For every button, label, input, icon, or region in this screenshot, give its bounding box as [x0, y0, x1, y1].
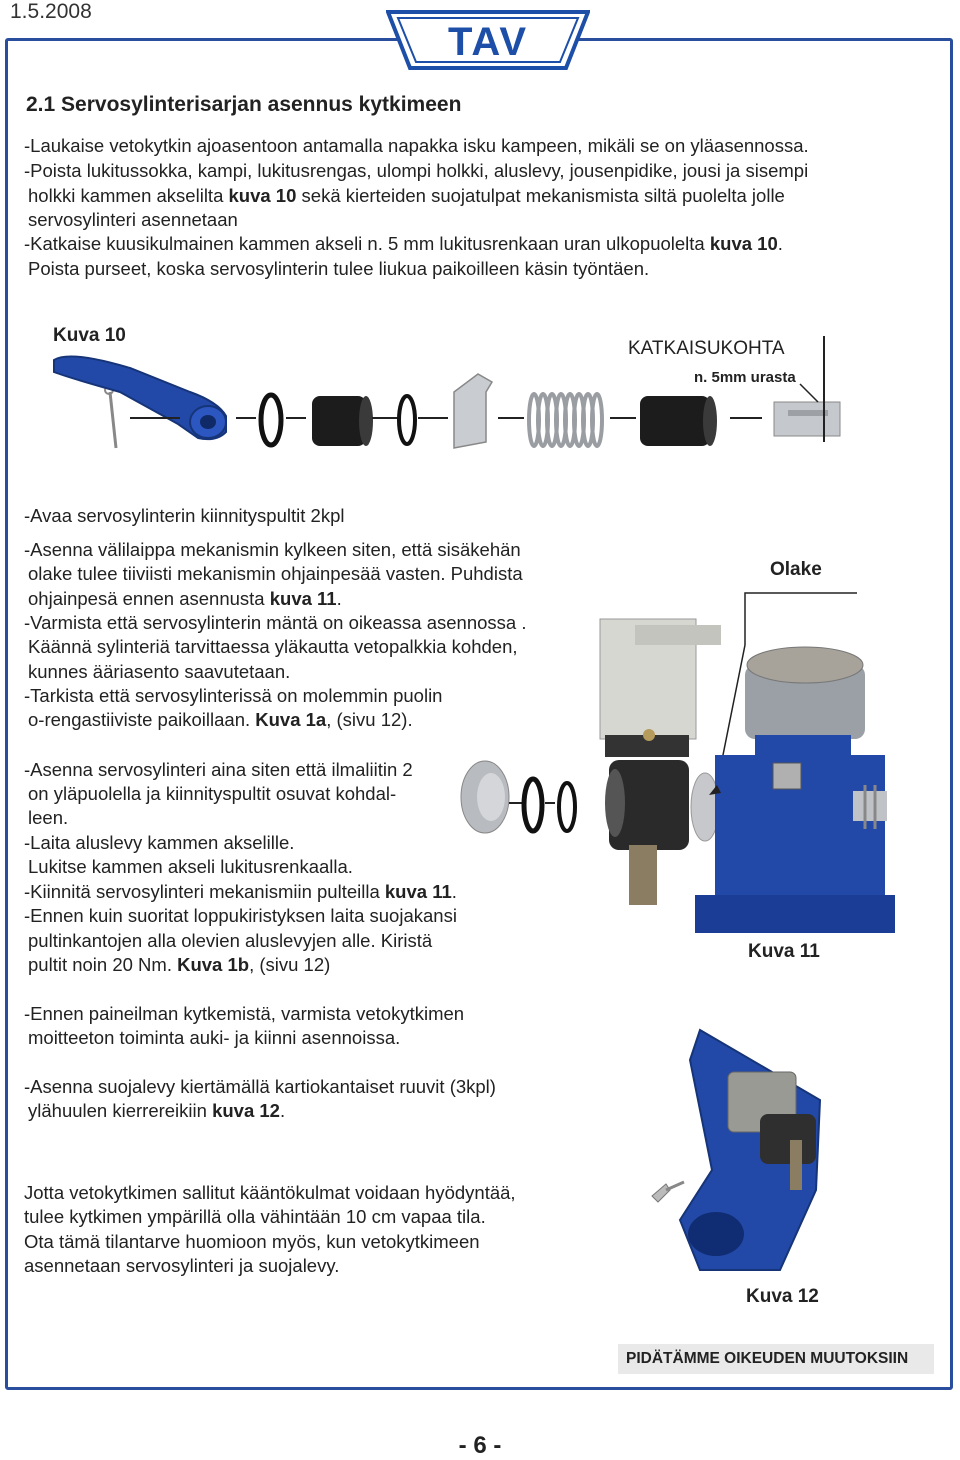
logo-text: TAV	[447, 20, 529, 64]
fig11-servo-assembly	[455, 585, 895, 935]
step-piston-3: kunnes ääriasento saavutetaan.	[28, 661, 291, 682]
step-tighten-3: pultit noin 20 Nm. Kuva 1b, (sivu 12)	[28, 954, 331, 975]
step-flange-1: -Asenna välilaippa mekanismin kylkeen siten, että sisäkehän	[24, 539, 521, 560]
step-oring-1: -Tarkista että servosylinterissä on molemmin puolin	[24, 685, 443, 706]
fig10-caption: Kuva 10	[53, 325, 126, 346]
servo-cylinder-icon	[600, 619, 721, 905]
coupling-mechanism-icon	[695, 647, 895, 933]
step-lock: Lukitse kammen akseli lukitusrenkaalla.	[28, 856, 353, 877]
spring-holder-icon	[454, 374, 492, 448]
flange-icon	[691, 773, 719, 841]
end-cap-icon	[461, 761, 509, 833]
step-flange-2: olake tulee tiiviisti mekanismin ohjainpesää vasten. Puhdista	[28, 563, 523, 584]
step-check-1: -Ennen paineilman kytkemistä, varmista vetokytkimen	[24, 1003, 465, 1024]
intro-line-2: -Poista lukitussokka, kampi, lukitusrengas, ulompi holkki, aluslevy, jousenpidike, jousi ja sisempi	[24, 160, 809, 181]
step-piston-2: Käännä sylinteriä tarvittaessa yläkautta vetopalkkia kohden,	[28, 636, 518, 657]
step-tighten-2: pultinkantojen alla olevien aluslevyjen alle. Kiristä	[28, 930, 433, 951]
spring-icon	[529, 394, 602, 446]
crank-handle-icon	[54, 356, 226, 439]
note-line-1: Jotta vetokytkimen sallitut kääntökulmat voidaan hyödyntää,	[24, 1182, 516, 1203]
seal-ring-icon	[559, 783, 575, 831]
step-mount-1: -Asenna servosylinteri aina siten että ilmaliitin 2	[24, 759, 413, 780]
note-line-4: asennetaan servosylinteri ja suojalevy.	[24, 1255, 340, 1276]
intro-line-6: Poista purseet, koska servosylinterin tulee liukua paikoilleen käsin työntäen.	[28, 258, 650, 279]
rights-notice: PIDÄTÄMME OIKEUDEN MUUTOKSIIN	[626, 1350, 909, 1367]
step-tighten-1: -Ennen kuin suoritat loppukiristyksen laita suojakansi	[24, 905, 457, 926]
oring-icon	[524, 779, 542, 831]
document-date: 1.5.2008	[10, 0, 92, 23]
step-attach: -Kiinnitä servosylinteri mekanismiin pulteilla kuva 11.	[24, 881, 457, 902]
intro-line-4: servosylinteri asennetaan	[28, 209, 238, 230]
fig10-exploded-parts	[40, 330, 860, 460]
page-number: - 6 -	[458, 1432, 502, 1459]
fig11-olake-label: Olake	[770, 559, 822, 580]
step-mount-3: leen.	[28, 807, 69, 828]
countersunk-screw-icon	[652, 1182, 684, 1202]
step-cover-2: ylähuulen kierrereikiin kuva 12.	[28, 1100, 286, 1121]
section-title: 2.1 Servosylinterisarjan asennus kytkimeen	[26, 93, 462, 116]
fig12-cover-plate	[640, 1020, 880, 1280]
washer-icon	[399, 396, 415, 444]
tav-logo	[386, 10, 590, 72]
hex-shaft-icon	[774, 402, 840, 436]
fig12-caption: Kuva 12	[746, 1286, 819, 1307]
step-cover-1: -Asenna suojalevy kiertämällä kartiokantaiset ruuvit (3kpl)	[24, 1076, 496, 1097]
note-line-3: Ota tämä tilantarve huomioon myös, kun vetokytkimeen	[24, 1231, 480, 1252]
notice-box	[618, 1344, 934, 1374]
outer-sleeve-icon	[312, 396, 373, 446]
fig11-caption: Kuva 11	[748, 941, 820, 962]
inner-sleeve-icon	[640, 396, 717, 446]
step-flange-3: ohjainpesä ennen asennusta kuva 11.	[28, 588, 342, 609]
lock-ring-icon	[261, 395, 281, 445]
fig10-groove-label: n. 5mm urasta	[694, 369, 796, 386]
step-piston-1: -Varmista että servosylinterin mäntä on oikeassa asennossa .	[24, 612, 527, 633]
intro-line-3: holkki kammen akselilta kuva 10 sekä kierteiden suojatulpat mekanismista siltä puolelta jolle	[28, 185, 785, 206]
step-check-2: moitteeton toiminta auki- ja kiinni asennoissa.	[28, 1027, 401, 1048]
intro-line-5: -Katkaise kuusikulmainen kammen akseli n. 5 mm lukitusrenkaan uran ulkopuolelta kuva 10.	[24, 233, 783, 254]
intro-line-1: -Laukaise vetokytkin ajoasentoon antamalla napakka isku kampeen, mikäli se on yläasennossa.	[24, 135, 809, 156]
cotter-pin-icon	[105, 386, 116, 448]
step-washer: -Laita aluslevy kammen akselille.	[24, 832, 295, 853]
step-oring-2: o-rengastiiviste paikoillaan. Kuva 1a, (sivu 12).	[28, 709, 413, 730]
fig10-cut-label: KATKAISUKOHTA	[628, 338, 785, 359]
note-line-2: tulee kytkimen ympärillä olla vähintään 10 cm vapaa tila.	[24, 1206, 486, 1227]
step-loosen-bolts: -Avaa servosylinterin kiinnityspultit 2kpl	[24, 505, 345, 526]
step-mount-2: on yläpuolella ja kiinnityspultit osuvat kohdal-	[28, 783, 397, 804]
